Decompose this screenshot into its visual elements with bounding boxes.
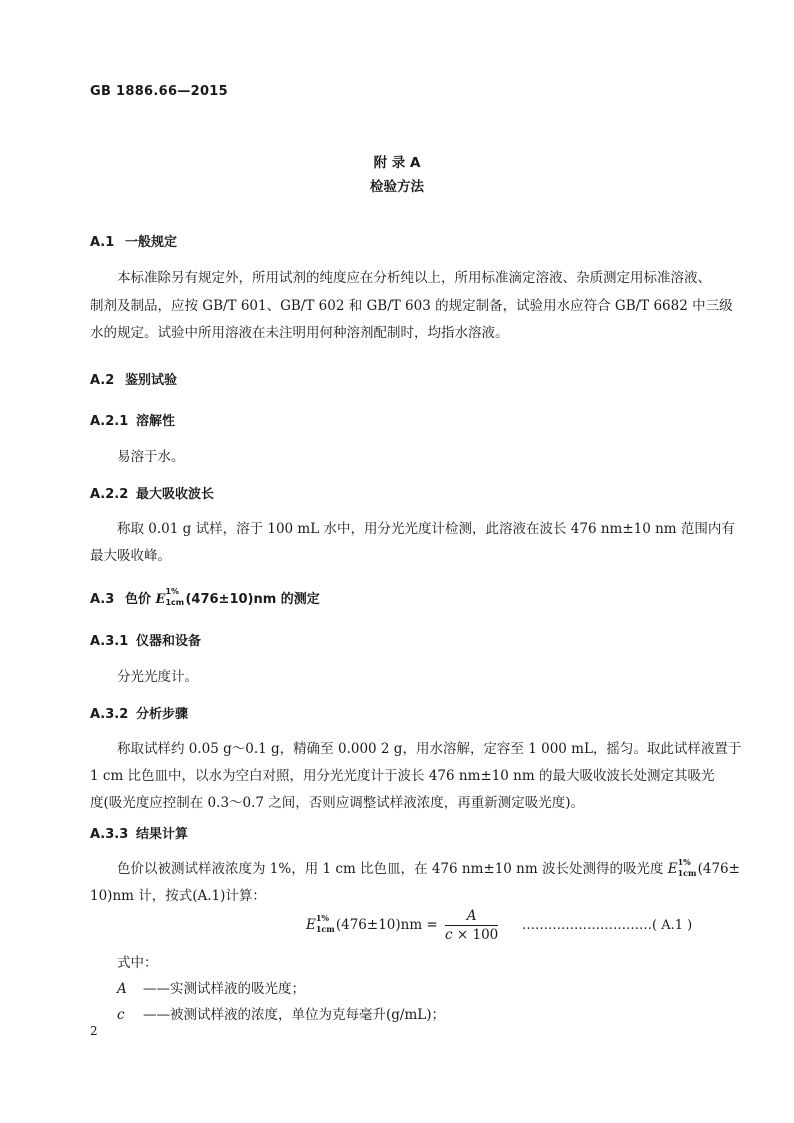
para-line: 易溶于水。 — [117, 449, 185, 465]
standard-number: GB 1886.66—2015 — [90, 84, 228, 99]
section-a22-heading — [90, 483, 214, 502]
denominator-var: c — [445, 927, 453, 943]
para-line: 1 cm 比色皿中，以水为空白对照，用分光光度计于波长 476 nm±10 nm 的最大吸收波长处测定其吸光 — [90, 768, 715, 784]
section-a21-heading — [90, 410, 175, 429]
section-number: A.3.3 — [90, 827, 129, 842]
section-a3-heading — [90, 588, 320, 607]
line-text: (476± — [697, 861, 740, 877]
denominator — [445, 926, 498, 943]
para-line: 10)nm 计，按式(A.1)计算： — [90, 888, 266, 904]
subscript: 1cm — [315, 923, 335, 934]
section-title: 鉴别试验 — [125, 373, 178, 388]
section-number: A.2.1 — [90, 414, 129, 429]
para-line: 制剂及制品，应按 GB/T 601、GB/T 602 和 GB/T 603 的规定制备，试验用水应符合 GB/T 6682 中三级 — [90, 298, 733, 314]
section-a32-heading — [90, 703, 188, 722]
section-number: A.2.2 — [90, 487, 129, 502]
para-line: 称取试样约 0.05 g～0.1 g，精确至 0.000 2 g，用水溶解，定容至 1 000 mL，摇匀。取此试样液置于 — [117, 741, 742, 757]
numerator: A — [445, 908, 498, 926]
section-title: 最大吸收波长 — [136, 487, 215, 502]
formula-lhs: (476±10)nm = — [335, 917, 438, 933]
para-line: 称取 0.01 g 试样，溶于 100 mL 水中，用分光光度计检测，此溶液在波长 476 nm±10 nm 范围内有 — [117, 521, 735, 537]
def-symbol: c — [117, 1007, 125, 1023]
where-label: 式中： — [117, 955, 158, 971]
symbol-E: E — [155, 592, 166, 607]
section-a31-heading — [90, 630, 201, 649]
para-line: 本标准除另有规定外，所用试剂的纯度应在分析纯以上，所用标准滴定溶液、杂质测定用标准溶液、 — [117, 270, 711, 286]
section-title-suffix: (476±10)nm 的测定 — [185, 592, 320, 607]
symbol-E: E — [667, 861, 678, 877]
superscript: 1% — [165, 586, 180, 596]
section-title: 溶解性 — [136, 414, 176, 429]
section-title: 分析步骤 — [136, 707, 189, 722]
page-number: 2 — [90, 1024, 98, 1038]
denominator-rest: × 100 — [452, 927, 499, 943]
def-symbol: A — [117, 981, 127, 997]
section-title-prefix: 色价 — [125, 592, 152, 607]
section-a33-heading — [90, 823, 188, 842]
para-line — [117, 857, 740, 877]
symbol-E: E — [306, 917, 316, 933]
section-a1-heading — [90, 231, 177, 250]
section-number: A.2 — [90, 373, 115, 388]
superscript: 1% — [315, 912, 330, 923]
formula-a1 — [306, 908, 498, 943]
section-number: A.3.1 — [90, 634, 129, 649]
appendix-title: 附 录 A — [373, 155, 421, 171]
subscript: 1cm — [677, 867, 697, 878]
definition-c — [117, 1003, 445, 1023]
para-line: 分光光度计。 — [117, 669, 198, 685]
formula-label: …………………………( A.1 ) — [522, 918, 693, 933]
para-line: 水的规定。试验中所用溶液在未注明用何种溶剂配制时，均指水溶液。 — [90, 325, 509, 341]
superscript: 1% — [677, 856, 691, 867]
para-line: 度(吸光度应控制在 0.3～0.7 之间，否则应调整试样液浓度，再重新测定吸光度)。 — [90, 795, 585, 811]
section-title: 一般规定 — [125, 235, 178, 250]
e-super-sub — [315, 912, 336, 934]
section-title: 仪器和设备 — [136, 634, 202, 649]
def-desc: ——实测试样液的吸光度； — [143, 981, 305, 997]
def-desc: ——被测试样液的浓度，单位为克每毫升(g/mL)； — [143, 1007, 445, 1023]
section-a2-heading — [90, 369, 177, 388]
e-super-sub — [165, 586, 185, 607]
para-line: 最大吸收峰。 — [90, 548, 171, 564]
section-number: A.1 — [90, 235, 115, 250]
line-text: 色价以被测试样液浓度为 1%，用 1 cm 比色皿，在 476 nm±10 nm 波长处测得的吸光度 — [117, 861, 664, 877]
subscript: 1cm — [165, 597, 185, 607]
e-super-sub — [677, 856, 698, 878]
formula-fraction — [445, 908, 498, 943]
section-title: 结果计算 — [136, 827, 189, 842]
section-number: A.3 — [90, 592, 115, 607]
definition-a — [117, 977, 305, 997]
section-number: A.3.2 — [90, 707, 129, 722]
appendix-subtitle: 检验方法 — [370, 179, 424, 195]
